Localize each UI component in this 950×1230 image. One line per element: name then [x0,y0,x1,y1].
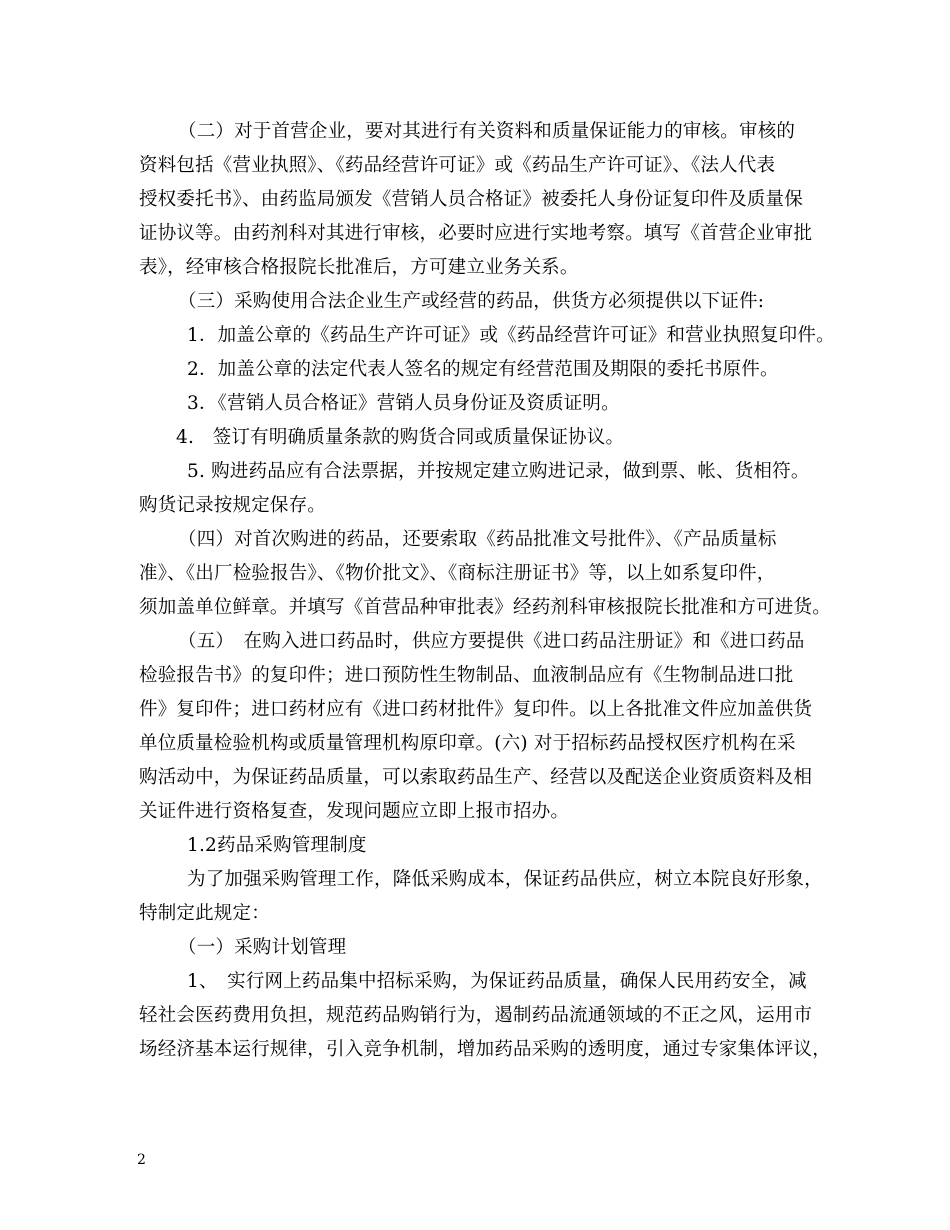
text-line: （四）对首次购进的药品，还要索取《药品批准文号批件》、《产品质量标 [178,529,777,550]
text-line: 件》复印件；进口药材应有《进口药材批件》复印件。以上各批准文件应加盖供货 [139,699,813,720]
text-line: 5. 购进药品应有合法票据，并按规定建立购进记录，做到票、帐、货相符。 [187,461,810,482]
text-line: 关证件进行资格复查，发现问题应立即上报市招办。 [139,801,570,822]
text-line: 资料包括《营业执照》、《药品经营许可证》或《药品生产许可证》、《法人代表 [139,155,776,176]
text-line: 为了加强采购管理工作，降低采购成本，保证药品供应，树立本院良好形象， [187,869,823,890]
text-line: 轻社会医药费用负担，规范药品购销行为，遏制药品流通领域的不正之风，运用市 [139,1005,813,1026]
text-line: 购活动中，为保证药品质量，可以索取药品生产、经营以及配送企业资质资料及相 [139,767,813,788]
text-line: 特制定此规定： [139,903,270,924]
page-number: 2 [137,1152,146,1168]
text-line: 单位质量检验机构或质量管理机构原印章。(六) 对于招标药品授权医疗机构在采 [139,733,796,754]
text-line: （三）采购使用合法企业生产或经营的药品，供货方必须提供以下证件: [178,291,765,312]
text-line: 场经济基本运行规律，引入竞争机制，增加药品采购的透明度，通过专家集体评议， [139,1039,831,1060]
text-line: （一）采购计划管理 [178,937,347,958]
text-line: 1．加盖公章的《药品生产许可证》或《药品经营许可证》和营业执照复印件。 [187,325,835,346]
text-line: 证协议等。由药剂科对其进行审核，必要时应进行实地考察。填写《首营企业审批 [139,223,813,244]
text-line: 2．加盖公章的法定代表人签名的规定有经营范围及期限的委托书原件。 [187,359,779,380]
text-line: 3．《营销人员合格证》营销人员身份证及资质证明。 [187,393,620,414]
section-heading: 1.2药品采购管理制度 [187,835,367,856]
text-line: 表》，经审核合格报院长批准后，方可建立业务关系。 [139,257,579,278]
text-line: 检验报告书》的复印件；进口预防性生物制品、血液制品应有《生物制品进口批 [139,665,794,686]
text-line: 1、 实行网上药品集中招标采购，为保证药品质量，确保人民用药安全，减 [187,971,807,992]
text-line: 须加盖单位鲜章。并填写《首营品种审批表》经药剂科审核报院长批准和方可进货。 [139,597,831,618]
text-line: 准》、《出厂检验报告》、《物价批文》、《商标注册证书》等，以上如系复印件， [139,563,776,584]
text-line: （二）对于首营企业，要对其进行有关资料和质量保证能力的审核。审核的 [178,121,796,142]
text-line: （五） 在购入进口药品时，供应方要提供《进口药品注册证》和《进口药品 [178,631,805,652]
text-line: 4. 签订有明确质量条款的购货合同或质量保证协议。 [176,427,625,448]
text-line: 购货记录按规定保存。 [139,495,327,516]
text-line: 授权委托书》、由药监局颁发《营销人员合格证》被委托人身份证复印件及质量保 [139,189,803,210]
